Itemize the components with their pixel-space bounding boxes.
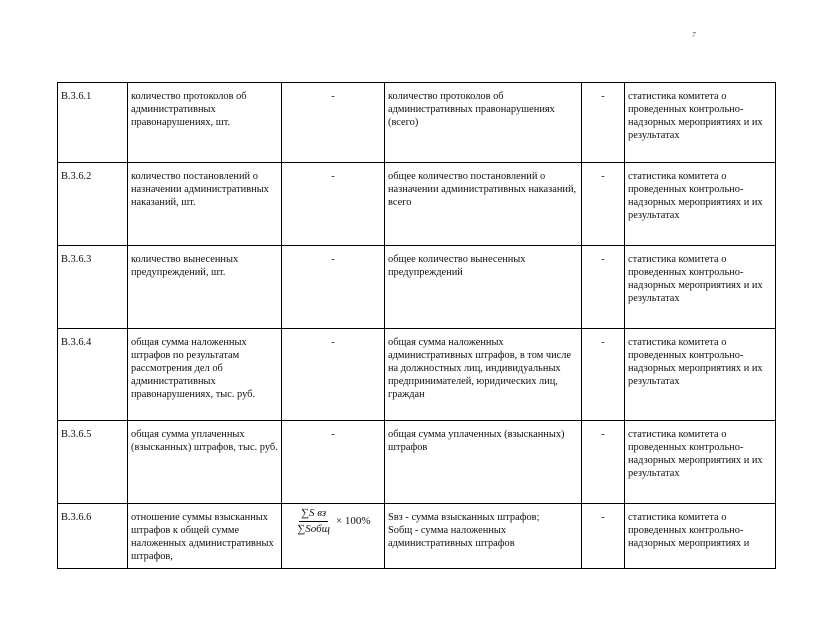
- table-row: [58, 163, 776, 246]
- row-code: В.3.6.3: [58, 246, 128, 329]
- row-code: В.3.6.1: [58, 83, 128, 163]
- row-indicator: количество протоколов об административных правонарушениях, шт.: [128, 83, 282, 163]
- formula-denominator: ∑Sобщ: [297, 523, 330, 535]
- row-mark: -: [582, 83, 625, 163]
- row-mark: -: [582, 504, 625, 569]
- row-formula: -: [282, 421, 385, 504]
- table-row: [58, 329, 776, 421]
- row-code: В.3.6.4: [58, 329, 128, 421]
- table-row: [58, 83, 776, 163]
- row-indicator: общая сумма наложенных штрафов по результатам рассмотрения дел об административных правонарушениях, тыс. руб.: [128, 329, 282, 421]
- row-code: В.3.6.2: [58, 163, 128, 246]
- row-indicator: общая сумма уплаченных (взысканных) штрафов, тыс. руб.: [128, 421, 282, 504]
- row-mark: -: [582, 329, 625, 421]
- formula-fraction: [295, 507, 332, 536]
- row-mark: -: [582, 421, 625, 504]
- row-formula: -: [282, 329, 385, 421]
- row-indicator: количество вынесенных предупреждений, шт.: [128, 246, 282, 329]
- row-formula: -: [282, 83, 385, 163]
- row-definition: общее количество постановлений о назначении административных наказаний, всего: [385, 163, 582, 246]
- formula: [285, 507, 381, 536]
- table-row: [58, 504, 776, 569]
- row-definition: общее количество вынесенных предупреждений: [385, 246, 582, 329]
- formula-numerator: ∑S вз: [299, 507, 328, 522]
- row-code: В.3.6.5: [58, 421, 128, 504]
- indicators-table: [57, 82, 776, 569]
- row-source: статистика комитета о проведенных контрольно-надзорных мероприятиях и их результатах: [625, 163, 776, 246]
- row-formula: [282, 504, 385, 569]
- page-mark: 7: [692, 31, 696, 39]
- row-definition: количество протоколов об административных правонарушениях (всего): [385, 83, 582, 163]
- row-indicator: отношение суммы взысканных штрафов к общей сумме наложенных административных штрафов,: [128, 504, 282, 569]
- row-source: статистика комитета о проведенных контрольно-надзорных мероприятиях и их результатах: [625, 421, 776, 504]
- row-source: статистика комитета о проведенных контрольно-надзорных мероприятиях и их результатах: [625, 246, 776, 329]
- row-indicator: количество постановлений о назначении административных наказаний, шт.: [128, 163, 282, 246]
- row-formula: -: [282, 246, 385, 329]
- row-source: статистика комитета о проведенных контрольно-надзорных мероприятиях и их результатах: [625, 329, 776, 421]
- row-definition: общая сумма уплаченных (взысканных) штрафов: [385, 421, 582, 504]
- table-row: [58, 246, 776, 329]
- row-definition: Sвз - сумма взысканных штрафов; Sобщ - сумма наложенных административных штрафов: [385, 504, 582, 569]
- row-source: статистика комитета о проведенных контрольно-надзорных мероприятиях и: [625, 504, 776, 569]
- row-mark: -: [582, 246, 625, 329]
- table-row: [58, 421, 776, 504]
- row-formula: -: [282, 163, 385, 246]
- row-mark: -: [582, 163, 625, 246]
- formula-tail: × 100%: [335, 515, 371, 527]
- row-source: статистика комитета о проведенных контрольно-надзорных мероприятиях и их результатах: [625, 83, 776, 163]
- row-definition: общая сумма наложенных административных штрафов, в том числе на должностных лиц, индивидуальных предпринимателей, юридических лиц, граждан: [385, 329, 582, 421]
- row-code: В.3.6.6: [58, 504, 128, 569]
